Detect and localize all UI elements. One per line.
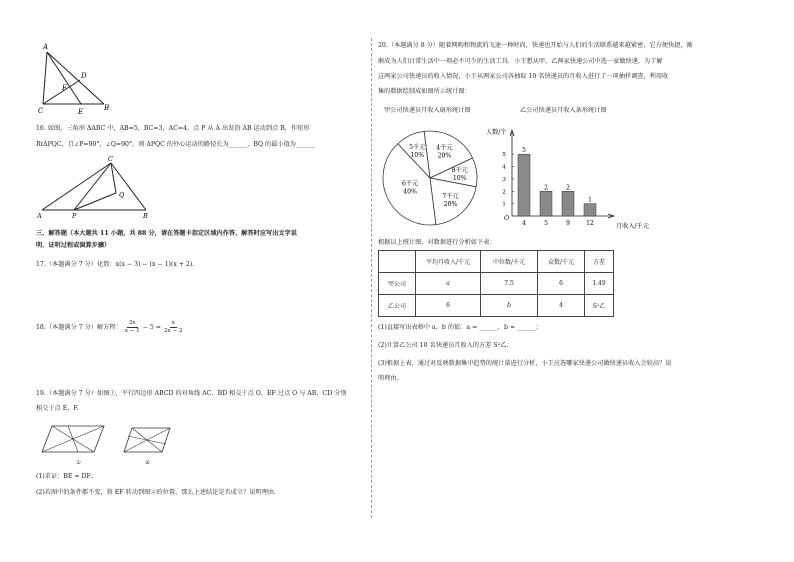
table-cell: 6: [416, 295, 481, 317]
pie-chart-title: 甲公司快递员月收入扇形统计图: [384, 107, 471, 114]
bar: [540, 191, 552, 216]
table-cell: 4: [538, 295, 585, 317]
bar-x-tick-label: 12: [586, 220, 594, 227]
table-header-row: [379, 251, 614, 273]
bar-y-tick-label: 1: [502, 201, 506, 208]
table-header-cell: 方差: [585, 251, 614, 273]
q16-line2: RtΔPQC，且∠P=90°，∠Q=90°，则 ΔPQC 的外心运动的路径长为______，BQ 的最小值为______: [36, 141, 315, 148]
table-cell: 6: [538, 273, 585, 295]
q18-fraction-2: [164, 320, 183, 335]
q20-part3-line2: 明理由.: [378, 375, 399, 382]
q19-line2: 相交于点 E，F.: [36, 405, 79, 412]
bar-value-label: 1: [588, 196, 592, 204]
table-row: [379, 273, 614, 295]
pie-slice-label: 7千元: [442, 192, 459, 200]
pie-slice-percent: 10%: [410, 151, 425, 159]
bar-origin-label: O: [504, 215, 510, 222]
table-cell: 1.49: [585, 273, 614, 295]
bar-y-tick-label: 4: [502, 164, 506, 171]
q18-frac1-den: x − 1: [124, 328, 140, 334]
table-header-cell: 平均月收入/千元: [416, 251, 481, 273]
bar-value-label: 2: [566, 184, 570, 192]
table-row: [379, 295, 614, 317]
pie-slice-label: 4千元: [436, 144, 453, 152]
pie-slice-percent: 20%: [443, 200, 458, 208]
column-divider: [371, 38, 372, 518]
q16-label-b: B: [143, 212, 148, 220]
q18-mid: − 5 =: [142, 323, 161, 331]
label-d: D: [81, 72, 87, 80]
figure-q19-2-caption: ②: [145, 460, 151, 466]
analysis-intro: 根据以上统计图，对数据进行分析如下表：: [378, 239, 496, 246]
pie-slice-percent: 10%: [452, 175, 467, 183]
q16-label-c: C: [108, 155, 113, 163]
q19-part1: (1)求证：BE = DF；: [36, 473, 97, 480]
table-header-cell: 众数/千元: [538, 251, 585, 273]
q19-part2: (2)若图中的条件都不变，将 EF 转动到图②的位置，那么上述结论是否成立？说明理由.: [36, 489, 277, 496]
bar-x-tick-label: 4: [522, 220, 526, 227]
bar-x-axis-label: 月收入/千元: [616, 223, 650, 230]
bar-y-axis-label: 人数/个: [486, 129, 507, 136]
bar-value-label: 5: [522, 147, 526, 155]
q20-part3-line1: (3)根据上表，通过对反映数据集中趋势的统计量进行分析，小王应选哪家快递公司做快递员收入会较高？说: [378, 360, 672, 367]
table-cell: b: [481, 295, 538, 317]
bar-x-tick-label: 5: [544, 220, 548, 227]
q20-line4: 集的数据绘制成如图所示统计图：: [378, 88, 471, 95]
q20-line3: 这两家公司快递员的收入情况，小王从两家公司各抽取 10 名快递员的月收入进行了一项抽样调查，利用收: [378, 73, 669, 80]
q19-line1: 19.（本题满分 7 分）如图①，平行四边形 ABCD 的对角线 AC，BD 相交于点 O，EF 过点 O 与 AB，CD 分别: [36, 390, 347, 397]
bar: [518, 154, 530, 216]
pie-slice-percent: 20%: [437, 152, 452, 160]
bar-x-tick-label: 9: [566, 220, 570, 227]
table-cell: a: [416, 273, 481, 295]
pie-chart: [378, 118, 498, 236]
figure-q19-1: [38, 420, 110, 462]
q20-line1: 20.（本题满分 8 分）随着网购和物流的飞速一种时尚，快递也开始与人们的生活联系越来越紧密，它方便快捷，渐: [378, 42, 693, 49]
q18: [36, 320, 186, 335]
q18-prefix: 18.（本题满分 7 分）解方程：: [36, 323, 122, 331]
bar: [584, 204, 596, 216]
label-e: E: [78, 108, 84, 116]
table-cell: 乙公司: [379, 295, 416, 317]
bar-y-tick-label: 3: [502, 176, 506, 183]
stats-table: [378, 250, 614, 317]
q16-line1: 16. 如图，三角形 ΔABC 中，AB=5，BC=3，AC=4，点 P 从 A 出发沿 AB 运动到点 B，作矩形: [36, 125, 310, 132]
q20-part2: (2)计算乙公司 10 名快递员月收入的方差 S²乙；: [378, 342, 513, 349]
bar-value-label: 2: [544, 184, 548, 192]
q18-frac2-num: x: [171, 320, 175, 326]
table-cell: 7.5: [481, 273, 538, 295]
pie-slice-label: 5千元: [409, 143, 426, 151]
figure-q19-1-caption: ①: [76, 460, 82, 466]
pie-slice-label: 6千元: [401, 180, 419, 188]
table-header-cell: [379, 251, 416, 273]
q16-label-p: P: [72, 212, 77, 220]
label-b: B: [104, 104, 110, 112]
pie-slice-label: 8千元: [451, 167, 468, 175]
q20-part1: (1)直接写出表格中 a，b 的值：a = ______，b = ______；: [378, 324, 542, 331]
q20-line2: 渐成为人们日常生活中一项必不可少的生活工具．小王想从甲、乙两家快递公司中选一家做快递，为了解: [378, 58, 663, 65]
table-header-cell: 中位数/千元: [481, 251, 538, 273]
bar-y-tick-label: 2: [502, 189, 506, 196]
q18-frac2-den: 2x − 2: [164, 328, 183, 334]
q18-fraction-1: [125, 320, 140, 335]
figure-q16: [36, 155, 156, 220]
table-cell: 甲公司: [379, 273, 416, 295]
label-a: A: [43, 43, 49, 51]
bar-chart: [484, 124, 674, 234]
section3-heading-line1: 三、解答题（本大题共 11 小题，共 88 分，请在答题卡指定区域内作答，解答时应写出文字说: [36, 230, 297, 237]
q16-label-a: A: [37, 212, 42, 220]
pie-slice-percent: 40%: [403, 188, 417, 196]
figure-q19-2: [118, 420, 178, 462]
bar-chart-title: 乙公司快递员月收入条形统计图: [520, 107, 607, 114]
q16-label-q: Q: [119, 191, 125, 199]
table-cell: S²乙: [585, 295, 614, 317]
label-f: F: [62, 84, 67, 92]
bar-y-tick-label: 5: [502, 152, 506, 159]
bar: [562, 191, 574, 216]
figure-triangle-abc-1: [36, 42, 116, 117]
q18-frac1-num: 3x: [128, 320, 136, 326]
label-c: C: [38, 107, 44, 115]
section3-heading-line2: 明、证明过程或演算步骤）: [36, 242, 111, 249]
q17: 17.（本题满分 7 分）化简：x(x − 3) − (x − 1)(x + 2).: [36, 261, 195, 268]
